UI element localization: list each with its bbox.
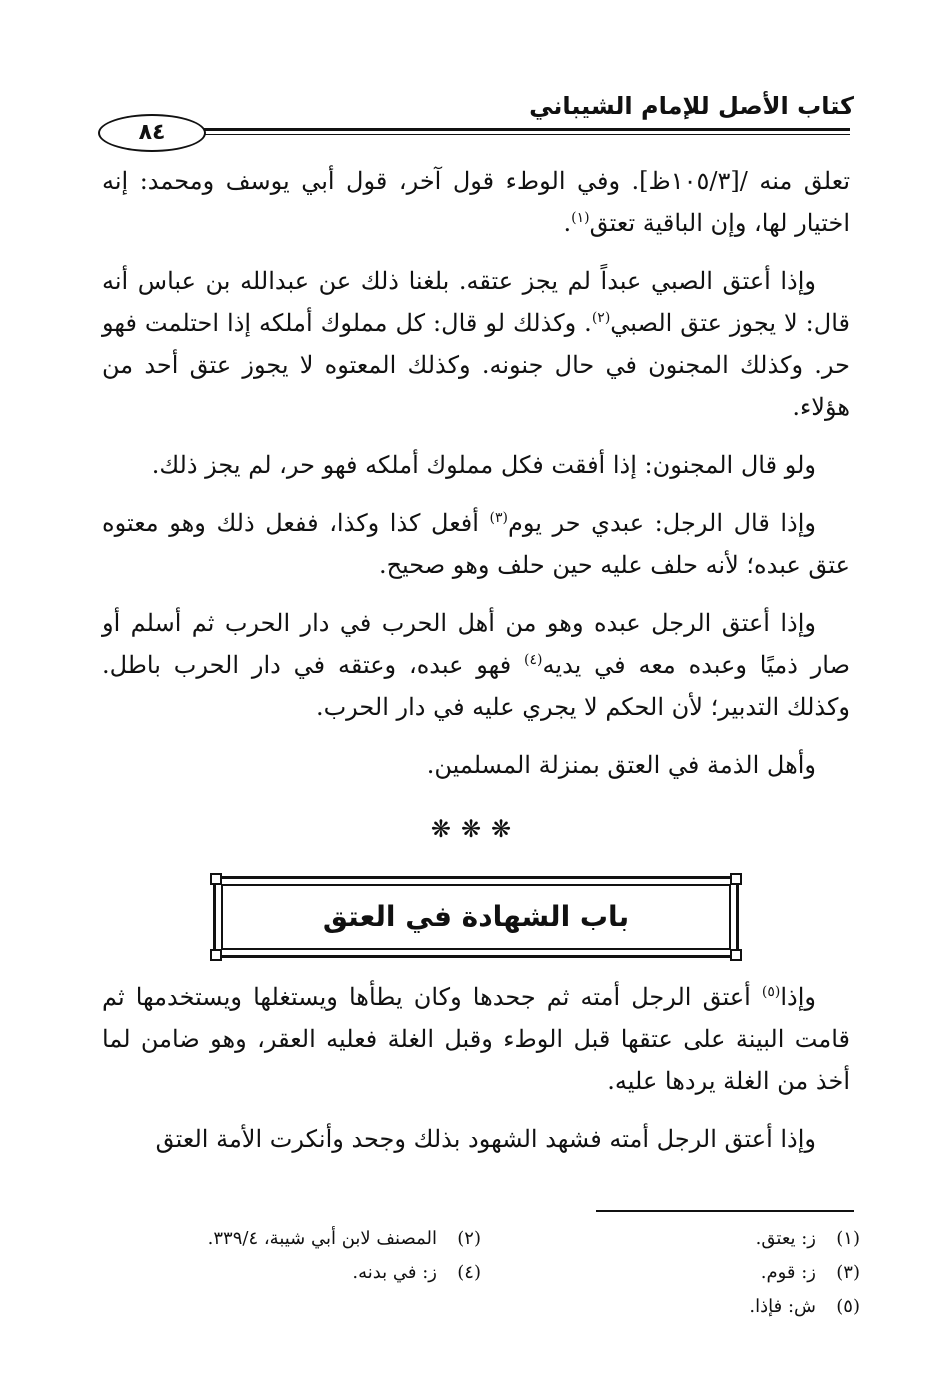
- footnote-number: (٤): [457, 1262, 481, 1283]
- paragraph: [102, 260, 850, 428]
- paragraph-text: وإذا أعتق الرجل أمته فشهد الشهود بذلك وجحد وأنكرت الأمة العتق: [155, 1125, 816, 1153]
- frame-corner: [210, 873, 222, 885]
- paragraph: [102, 1118, 850, 1160]
- footnote-text: ز: في بدنه.: [352, 1262, 437, 1283]
- chapter-heading-frame: [213, 876, 739, 958]
- paragraph: [102, 444, 850, 486]
- footnotes: [102, 1222, 860, 1324]
- paragraph-text: .: [563, 209, 572, 237]
- paragraph-text: وأهل الذمة في العتق بمنزلة المسلمين.: [426, 751, 816, 779]
- footnote-ref: (٥): [761, 984, 781, 1000]
- footnote: [481, 1290, 860, 1324]
- paragraph-text: أفعل كذا وكذا، ففعل ذلك وهو معتوه عتق عبده؛ لأنه حلف عليه حين حلف وهو صحيح.: [102, 509, 850, 579]
- footnote-number: (٥): [836, 1296, 860, 1317]
- paragraph-text: تعلق منه /[١٠٥/٣ظ]. وفي الوطء قول آخر، قول أبي يوسف ومحمد: إنه اختيار لها، وإن الباقية تعتق: [102, 167, 851, 237]
- paragraph: [102, 744, 850, 786]
- header-rule-thick: [100, 128, 850, 131]
- footnote-number: (١): [836, 1228, 860, 1249]
- footnote: [481, 1222, 860, 1256]
- footnote-text: ز: قوم.: [760, 1262, 816, 1283]
- footnote-text: المصنف لابن أبي شيبة، ٣٣٩/٤.: [207, 1228, 437, 1249]
- paragraph-text: ولو قال المجنون: إذا أفقت فكل مملوك أملكه فهو حر، لم يجز ذلك.: [151, 451, 816, 479]
- page-number: ٨٤: [138, 120, 166, 145]
- paragraph-text: وإذا أعتق الرجل عبده وهو من أهل الحرب في دار الحرب ثم أسلم أو صار ذميًا وعبده معه في يديه: [102, 609, 850, 679]
- footnote: [102, 1256, 481, 1290]
- paragraph: [102, 160, 850, 244]
- footnote-text: ش: فإذا.: [749, 1296, 816, 1317]
- paragraph-text: . وكذلك لو قال: كل مملوك أملكه إذا احتلمت فهو حر. وكذلك المجنون في حال جنونه. وكذلك المعتوه لا يجوز عتق أحد من هؤلاء.: [102, 309, 850, 421]
- paragraph: [102, 976, 850, 1102]
- footnote: [102, 1222, 481, 1256]
- frame-corner: [730, 949, 742, 961]
- book-title: كتاب الأصل للإمام الشيباني: [529, 92, 854, 120]
- paragraph: [102, 502, 850, 586]
- footnote-ref: (١): [571, 210, 590, 226]
- footnote-ref: (٣): [489, 510, 508, 526]
- footnote-number: (٣): [836, 1262, 860, 1283]
- footnote-text: ز: يعتق.: [755, 1228, 816, 1249]
- header-rule-thin: [100, 134, 850, 135]
- paragraph: [102, 602, 850, 728]
- frame-corner: [730, 873, 742, 885]
- footnote: [481, 1256, 860, 1290]
- footnote-number: (٢): [457, 1228, 481, 1249]
- footnote-ref: (٢): [591, 310, 611, 326]
- footnote-row: [102, 1222, 860, 1256]
- section-ornament: ❋❋❋: [430, 815, 522, 843]
- paragraph-text: أعتق الرجل أمته ثم جحدها وكان يطأها ويستغلها ويستخدمها ثم قامت البينة على عتقها قبل الوطء وقبل الغلة فعليه العقر، وهو ضامن لما أخذ من الغلة يردها عليه.: [102, 983, 850, 1095]
- paragraph-text: فهو عبده، وعتقه في دار الحرب باطل. وكذلك التدبير؛ لأن الحكم لا يجري عليه في دار الحرب.: [102, 651, 850, 721]
- paragraph-text: وإذا قال الرجل: عبدي حر يوم: [508, 509, 816, 537]
- page-number-oval: [98, 114, 206, 152]
- footnote-row: [102, 1256, 860, 1290]
- footnote-ref: (٤): [524, 652, 543, 668]
- footnote-rule: [596, 1210, 854, 1212]
- chapter-title: باب الشهادة في العتق: [322, 900, 630, 933]
- main-text: [102, 160, 850, 1176]
- paragraph-text: وإذا أعتق الصبي عبداً لم يجز عتقه. بلغنا ذلك عن عبدالله بن عباس أنه قال: لا يجوز عتق الصبي: [102, 267, 850, 337]
- frame-corner: [210, 949, 222, 961]
- footnote-row: [102, 1290, 860, 1324]
- chapter-heading-inner: [221, 884, 731, 950]
- paragraph-text: وإذا: [780, 983, 816, 1011]
